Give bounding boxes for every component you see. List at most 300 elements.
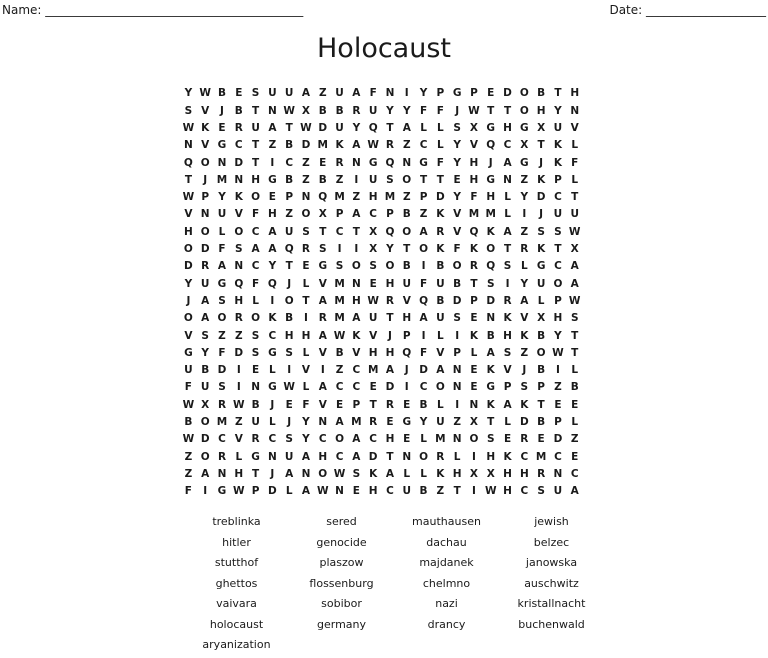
- grid-letter[interactable]: A: [570, 277, 579, 290]
- grid-letter[interactable]: G: [520, 156, 529, 169]
- grid-letter[interactable]: Q: [385, 225, 395, 238]
- grid-letter[interactable]: J: [186, 294, 191, 307]
- grid-letter[interactable]: F: [436, 104, 444, 117]
- grid-letter[interactable]: D: [301, 139, 311, 152]
- grid-letter[interactable]: N: [184, 139, 193, 152]
- grid-letter[interactable]: X: [469, 416, 478, 429]
- grid-letter[interactable]: E: [285, 398, 293, 411]
- grid-letter[interactable]: T: [252, 467, 260, 480]
- grid-letter[interactable]: R: [369, 416, 378, 429]
- grid-letter[interactable]: U: [402, 485, 412, 498]
- grid-letter[interactable]: B: [436, 260, 445, 273]
- grid-letter[interactable]: C: [268, 433, 277, 446]
- grid-letter[interactable]: C: [419, 381, 428, 394]
- grid-letter[interactable]: R: [318, 312, 327, 325]
- grid-letter[interactable]: R: [469, 260, 478, 273]
- grid-letter[interactable]: V: [436, 346, 445, 359]
- grid-letter[interactable]: N: [385, 87, 395, 100]
- grid-letter[interactable]: Y: [554, 104, 562, 117]
- grid-letter[interactable]: D: [452, 294, 462, 307]
- grid-letter[interactable]: A: [318, 294, 327, 307]
- grid-letter[interactable]: V: [318, 398, 327, 411]
- grid-letter[interactable]: C: [369, 208, 378, 221]
- grid-letter[interactable]: N: [335, 485, 344, 498]
- grid-letter[interactable]: S: [520, 381, 529, 394]
- grid-letter[interactable]: N: [234, 260, 244, 273]
- grid-letter[interactable]: M: [384, 191, 396, 204]
- grid-letter[interactable]: X: [537, 121, 546, 134]
- grid-letter[interactable]: A: [201, 294, 210, 307]
- grid-letter[interactable]: A: [318, 329, 327, 342]
- grid-letter[interactable]: O: [251, 312, 261, 325]
- grid-letter[interactable]: N: [452, 364, 462, 377]
- grid-letter[interactable]: Z: [352, 191, 361, 204]
- grid-letter[interactable]: W: [333, 467, 346, 480]
- grid-letter[interactable]: A: [503, 398, 512, 411]
- grid-letter[interactable]: U: [217, 208, 227, 221]
- grid-letter[interactable]: G: [268, 346, 277, 359]
- grid-letter[interactable]: P: [419, 191, 428, 204]
- grid-letter[interactable]: H: [486, 450, 496, 463]
- grid-letter[interactable]: O: [486, 243, 496, 256]
- grid-letter[interactable]: L: [571, 416, 579, 429]
- grid-letter[interactable]: Y: [386, 243, 394, 256]
- grid-letter[interactable]: W: [367, 139, 379, 152]
- grid-letter[interactable]: T: [386, 312, 394, 325]
- grid-letter[interactable]: E: [319, 156, 327, 169]
- grid-letter[interactable]: S: [453, 121, 461, 134]
- grid-letter[interactable]: F: [218, 243, 226, 256]
- grid-letter[interactable]: Z: [570, 433, 579, 446]
- grid-letter[interactable]: T: [252, 156, 260, 169]
- grid-letter[interactable]: V: [352, 346, 361, 359]
- grid-letter[interactable]: Z: [520, 173, 529, 186]
- grid-letter[interactable]: T: [571, 191, 579, 204]
- grid-letter[interactable]: N: [267, 450, 277, 463]
- grid-letter[interactable]: E: [571, 450, 579, 463]
- grid-letter[interactable]: P: [554, 416, 562, 429]
- grid-letter[interactable]: P: [386, 208, 394, 221]
- grid-letter[interactable]: H: [385, 433, 395, 446]
- grid-letter[interactable]: G: [268, 173, 277, 186]
- grid-letter[interactable]: N: [402, 450, 412, 463]
- grid-letter[interactable]: V: [503, 364, 512, 377]
- grid-letter[interactable]: S: [218, 381, 226, 394]
- grid-letter[interactable]: V: [184, 329, 193, 342]
- grid-letter[interactable]: Y: [554, 329, 562, 342]
- grid-letter[interactable]: C: [503, 139, 512, 152]
- grid-letter[interactable]: O: [251, 191, 261, 204]
- grid-letter[interactable]: G: [486, 121, 496, 134]
- grid-letter[interactable]: R: [251, 433, 260, 446]
- grid-letter[interactable]: U: [570, 208, 579, 221]
- grid-letter[interactable]: F: [419, 104, 428, 117]
- grid-letter[interactable]: A: [385, 364, 395, 377]
- grid-letter[interactable]: I: [404, 87, 409, 100]
- grid-letter[interactable]: A: [402, 121, 411, 134]
- grid-letter[interactable]: K: [201, 121, 210, 134]
- grid-letter[interactable]: L: [571, 139, 579, 152]
- grid-letter[interactable]: Y: [419, 87, 428, 100]
- grid-letter[interactable]: N: [251, 381, 260, 394]
- grid-letter[interactable]: D: [200, 433, 210, 446]
- grid-letter[interactable]: K: [537, 243, 546, 256]
- grid-letter[interactable]: D: [385, 381, 395, 394]
- grid-letter[interactable]: K: [486, 225, 495, 238]
- grid-letter[interactable]: R: [234, 312, 243, 325]
- grid-letter[interactable]: T: [436, 173, 444, 186]
- grid-letter[interactable]: F: [419, 277, 428, 290]
- grid-letter[interactable]: K: [486, 398, 495, 411]
- grid-letter[interactable]: Z: [218, 329, 226, 342]
- grid-letter[interactable]: S: [503, 346, 512, 359]
- grid-letter[interactable]: K: [520, 329, 529, 342]
- grid-letter[interactable]: L: [504, 191, 511, 204]
- grid-letter[interactable]: W: [552, 346, 564, 359]
- grid-letter[interactable]: H: [184, 225, 193, 238]
- grid-letter[interactable]: V: [402, 294, 411, 307]
- grid-letter[interactable]: C: [554, 191, 562, 204]
- grid-letter[interactable]: F: [251, 277, 260, 290]
- grid-letter[interactable]: E: [302, 260, 310, 273]
- grid-letter[interactable]: L: [453, 450, 461, 463]
- grid-letter[interactable]: S: [486, 277, 495, 290]
- grid-letter[interactable]: Z: [268, 139, 277, 152]
- grid-letter[interactable]: J: [488, 156, 493, 169]
- grid-letter[interactable]: B: [285, 312, 294, 325]
- grid-letter[interactable]: V: [234, 433, 243, 446]
- grid-letter[interactable]: T: [487, 104, 495, 117]
- grid-letter[interactable]: L: [470, 346, 478, 359]
- grid-letter[interactable]: D: [318, 121, 328, 134]
- grid-letter[interactable]: R: [352, 104, 361, 117]
- grid-letter[interactable]: G: [419, 156, 428, 169]
- grid-letter[interactable]: A: [217, 260, 227, 273]
- grid-letter[interactable]: M: [334, 191, 345, 204]
- grid-letter[interactable]: H: [503, 121, 512, 134]
- grid-letter[interactable]: A: [503, 156, 512, 169]
- grid-letter[interactable]: I: [421, 260, 426, 273]
- grid-letter[interactable]: K: [335, 139, 344, 152]
- grid-letter[interactable]: V: [234, 208, 243, 221]
- grid-letter[interactable]: X: [486, 467, 495, 480]
- grid-letter[interactable]: K: [436, 467, 445, 480]
- grid-letter[interactable]: Y: [402, 104, 411, 117]
- grid-letter[interactable]: N: [570, 104, 580, 117]
- grid-letter[interactable]: C: [218, 433, 226, 446]
- grid-letter[interactable]: K: [469, 243, 479, 256]
- grid-letter[interactable]: A: [318, 381, 327, 394]
- grid-letter[interactable]: H: [301, 329, 311, 342]
- grid-letter[interactable]: D: [200, 243, 210, 256]
- grid-letter[interactable]: B: [537, 329, 546, 342]
- grid-letter[interactable]: Y: [184, 277, 193, 290]
- grid-letter[interactable]: Z: [234, 329, 243, 342]
- grid-letter[interactable]: I: [505, 277, 510, 290]
- grid-letter[interactable]: P: [503, 381, 512, 394]
- grid-letter[interactable]: G: [536, 260, 546, 273]
- grid-letter[interactable]: H: [267, 208, 277, 221]
- grid-letter[interactable]: I: [354, 173, 359, 186]
- grid-letter[interactable]: X: [520, 139, 529, 152]
- grid-letter[interactable]: C: [268, 329, 277, 342]
- grid-letter[interactable]: F: [453, 243, 461, 256]
- grid-letter[interactable]: M: [535, 450, 547, 463]
- grid-letter[interactable]: T: [252, 104, 260, 117]
- grid-letter[interactable]: P: [285, 191, 294, 204]
- grid-letter[interactable]: G: [217, 485, 227, 498]
- grid-letter[interactable]: Y: [218, 191, 226, 204]
- grid-letter[interactable]: W: [182, 433, 195, 446]
- grid-letter[interactable]: O: [200, 450, 210, 463]
- grid-letter[interactable]: S: [184, 104, 193, 117]
- grid-letter[interactable]: B: [537, 416, 546, 429]
- grid-letter[interactable]: U: [436, 416, 445, 429]
- grid-letter[interactable]: U: [368, 104, 378, 117]
- grid-letter[interactable]: C: [335, 450, 344, 463]
- grid-letter[interactable]: Z: [234, 416, 243, 429]
- grid-letter[interactable]: A: [436, 364, 445, 377]
- grid-letter[interactable]: W: [468, 104, 480, 117]
- grid-letter[interactable]: C: [369, 433, 378, 446]
- grid-letter[interactable]: O: [452, 260, 462, 273]
- grid-letter[interactable]: F: [184, 381, 192, 394]
- grid-letter[interactable]: J: [522, 364, 527, 377]
- grid-letter[interactable]: Q: [284, 243, 294, 256]
- grid-letter[interactable]: X: [369, 225, 378, 238]
- grid-letter[interactable]: Z: [402, 191, 411, 204]
- grid-letter[interactable]: Q: [402, 346, 412, 359]
- grid-letter[interactable]: O: [419, 450, 429, 463]
- grid-letter[interactable]: M: [485, 208, 496, 221]
- grid-letter[interactable]: N: [469, 398, 479, 411]
- grid-letter[interactable]: O: [200, 156, 210, 169]
- grid-letter[interactable]: N: [267, 104, 277, 117]
- grid-letter[interactable]: S: [201, 329, 209, 342]
- grid-letter[interactable]: F: [218, 346, 226, 359]
- grid-letter[interactable]: I: [320, 364, 325, 377]
- grid-letter[interactable]: K: [234, 191, 243, 204]
- grid-letter[interactable]: S: [335, 260, 344, 273]
- grid-letter[interactable]: Y: [520, 277, 529, 290]
- grid-letter[interactable]: A: [352, 139, 361, 152]
- grid-letter[interactable]: B: [402, 208, 411, 221]
- grid-letter[interactable]: S: [251, 87, 260, 100]
- grid-letter[interactable]: T: [503, 243, 512, 256]
- grid-letter[interactable]: P: [352, 398, 361, 411]
- grid-letter[interactable]: M: [435, 433, 446, 446]
- grid-letter[interactable]: S: [503, 260, 512, 273]
- grid-letter[interactable]: M: [351, 416, 362, 429]
- grid-letter[interactable]: J: [203, 173, 208, 186]
- grid-letter[interactable]: V: [184, 208, 193, 221]
- grid-letter[interactable]: U: [553, 208, 563, 221]
- grid-letter[interactable]: Y: [419, 416, 428, 429]
- grid-letter[interactable]: H: [402, 312, 412, 325]
- grid-letter[interactable]: H: [368, 485, 378, 498]
- grid-letter[interactable]: A: [419, 312, 428, 325]
- grid-letter[interactable]: B: [234, 104, 243, 117]
- grid-letter[interactable]: Q: [486, 260, 496, 273]
- grid-letter[interactable]: G: [368, 156, 378, 169]
- grid-letter[interactable]: Q: [183, 156, 193, 169]
- grid-letter[interactable]: V: [453, 208, 462, 221]
- grid-letter[interactable]: B: [436, 294, 445, 307]
- grid-letter[interactable]: C: [570, 467, 579, 480]
- grid-letter[interactable]: W: [182, 398, 195, 411]
- grid-letter[interactable]: P: [470, 87, 478, 100]
- grid-letter[interactable]: S: [251, 329, 260, 342]
- grid-letter[interactable]: I: [455, 398, 460, 411]
- grid-letter[interactable]: P: [402, 329, 411, 342]
- grid-letter[interactable]: A: [268, 225, 277, 238]
- grid-letter[interactable]: D: [435, 191, 445, 204]
- grid-letter[interactable]: Y: [201, 346, 209, 359]
- grid-letter[interactable]: G: [184, 346, 193, 359]
- grid-letter[interactable]: Z: [335, 173, 344, 186]
- grid-letter[interactable]: D: [486, 294, 496, 307]
- grid-letter[interactable]: B: [335, 346, 344, 359]
- grid-letter[interactable]: S: [369, 260, 377, 273]
- grid-letter[interactable]: T: [184, 173, 192, 186]
- grid-letter[interactable]: L: [437, 121, 444, 134]
- grid-letter[interactable]: L: [537, 294, 545, 307]
- grid-letter[interactable]: B: [251, 398, 260, 411]
- grid-letter[interactable]: G: [217, 277, 227, 290]
- grid-letter[interactable]: D: [234, 346, 244, 359]
- grid-letter[interactable]: B: [419, 485, 428, 498]
- grid-letter[interactable]: H: [368, 346, 378, 359]
- grid-letter[interactable]: E: [386, 416, 394, 429]
- grid-letter[interactable]: E: [235, 87, 243, 100]
- grid-letter[interactable]: X: [469, 121, 478, 134]
- grid-letter[interactable]: Y: [453, 191, 461, 204]
- grid-letter[interactable]: T: [537, 139, 545, 152]
- grid-letter[interactable]: B: [318, 104, 327, 117]
- grid-letter[interactable]: O: [234, 225, 244, 238]
- grid-letter[interactable]: O: [435, 381, 445, 394]
- grid-letter[interactable]: J: [287, 277, 292, 290]
- grid-letter[interactable]: P: [453, 346, 461, 359]
- grid-letter[interactable]: F: [302, 398, 310, 411]
- grid-letter[interactable]: Z: [436, 485, 445, 498]
- grid-letter[interactable]: B: [402, 260, 411, 273]
- grid-letter[interactable]: L: [420, 121, 427, 134]
- grid-letter[interactable]: C: [251, 225, 260, 238]
- grid-letter[interactable]: A: [201, 467, 210, 480]
- grid-letter[interactable]: R: [537, 467, 546, 480]
- grid-letter[interactable]: E: [218, 121, 226, 134]
- grid-letter[interactable]: V: [301, 364, 311, 377]
- grid-letter[interactable]: D: [503, 87, 512, 100]
- grid-letter[interactable]: I: [404, 381, 409, 394]
- grid-letter[interactable]: E: [369, 277, 377, 290]
- grid-letter[interactable]: S: [537, 225, 545, 238]
- grid-letter[interactable]: A: [520, 294, 529, 307]
- grid-letter[interactable]: H: [251, 173, 260, 186]
- grid-letter[interactable]: N: [301, 191, 311, 204]
- grid-letter[interactable]: Q: [368, 121, 378, 134]
- grid-letter[interactable]: U: [553, 121, 563, 134]
- grid-letter[interactable]: E: [335, 398, 344, 411]
- grid-letter[interactable]: S: [218, 294, 226, 307]
- grid-letter[interactable]: Y: [302, 433, 310, 446]
- grid-letter[interactable]: A: [570, 485, 579, 498]
- grid-letter[interactable]: T: [554, 87, 562, 100]
- grid-letter[interactable]: X: [301, 104, 311, 117]
- grid-letter[interactable]: L: [285, 485, 293, 498]
- grid-letter[interactable]: N: [318, 416, 328, 429]
- grid-letter[interactable]: C: [386, 485, 394, 498]
- grid-letter[interactable]: K: [520, 398, 529, 411]
- grid-letter[interactable]: O: [183, 312, 193, 325]
- grid-letter[interactable]: O: [553, 277, 563, 290]
- grid-letter[interactable]: O: [519, 104, 529, 117]
- grid-letter[interactable]: U: [200, 277, 210, 290]
- grid-letter[interactable]: A: [570, 260, 579, 273]
- grid-letter[interactable]: T: [302, 294, 310, 307]
- grid-letter[interactable]: H: [385, 277, 395, 290]
- grid-letter[interactable]: M: [216, 416, 228, 429]
- grid-letter[interactable]: C: [234, 139, 243, 152]
- grid-letter[interactable]: O: [419, 243, 429, 256]
- grid-letter[interactable]: Z: [554, 381, 562, 394]
- grid-letter[interactable]: V: [453, 225, 462, 238]
- grid-letter[interactable]: D: [553, 433, 563, 446]
- grid-letter[interactable]: O: [402, 173, 412, 186]
- grid-letter[interactable]: S: [285, 346, 293, 359]
- grid-letter[interactable]: D: [234, 156, 244, 169]
- grid-letter[interactable]: K: [352, 329, 361, 342]
- grid-letter[interactable]: Y: [352, 121, 361, 134]
- grid-letter[interactable]: O: [183, 243, 193, 256]
- grid-letter[interactable]: A: [268, 243, 277, 256]
- grid-letter[interactable]: J: [270, 398, 275, 411]
- grid-letter[interactable]: E: [503, 433, 512, 446]
- grid-letter[interactable]: F: [184, 485, 192, 498]
- grid-letter[interactable]: U: [553, 485, 563, 498]
- grid-letter[interactable]: L: [252, 294, 259, 307]
- grid-letter[interactable]: S: [453, 312, 461, 325]
- grid-letter[interactable]: H: [503, 485, 512, 498]
- grid-letter[interactable]: I: [471, 485, 476, 498]
- grid-letter[interactable]: N: [234, 173, 244, 186]
- grid-letter[interactable]: P: [554, 173, 562, 186]
- grid-letter[interactable]: O: [284, 294, 294, 307]
- grid-letter[interactable]: I: [522, 208, 527, 221]
- grid-letter[interactable]: R: [201, 260, 210, 273]
- grid-letter[interactable]: V: [318, 346, 327, 359]
- grid-letter[interactable]: C: [554, 450, 562, 463]
- grid-letter[interactable]: K: [436, 208, 445, 221]
- grid-letter[interactable]: O: [519, 87, 529, 100]
- grid-letter[interactable]: U: [436, 312, 445, 325]
- grid-letter[interactable]: A: [268, 121, 277, 134]
- grid-letter[interactable]: I: [455, 329, 460, 342]
- grid-letter[interactable]: E: [369, 381, 377, 394]
- grid-letter[interactable]: R: [301, 243, 311, 256]
- grid-letter[interactable]: L: [218, 225, 226, 238]
- grid-letter[interactable]: L: [302, 346, 310, 359]
- grid-letter[interactable]: L: [420, 433, 427, 446]
- grid-letter[interactable]: H: [234, 294, 244, 307]
- grid-letter[interactable]: W: [232, 485, 245, 498]
- grid-letter[interactable]: X: [537, 312, 546, 325]
- grid-letter[interactable]: O: [402, 225, 412, 238]
- grid-letter[interactable]: B: [285, 173, 294, 186]
- grid-letter[interactable]: I: [354, 243, 359, 256]
- grid-letter[interactable]: C: [285, 156, 294, 169]
